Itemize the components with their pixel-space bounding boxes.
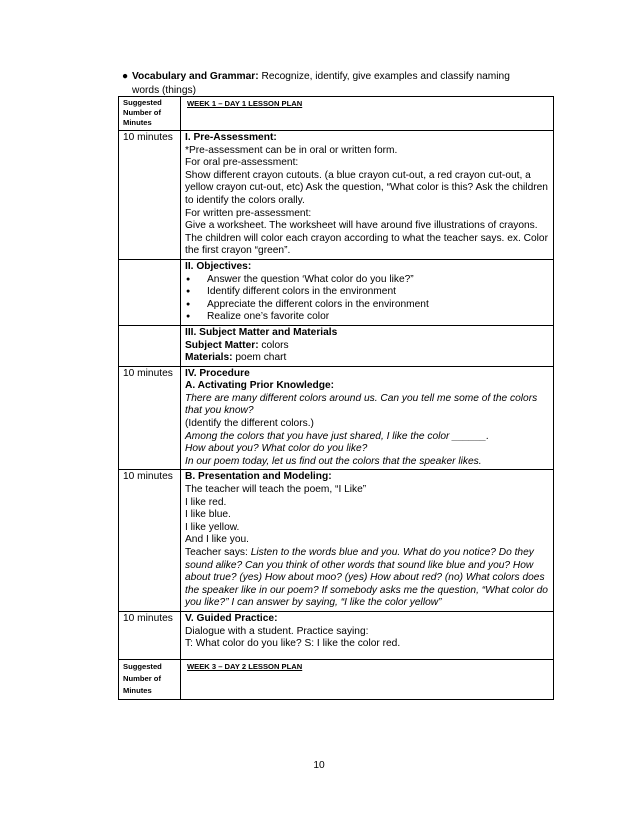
procedure-line: Among the colors that you have just shared, I like the color ______. bbox=[185, 430, 490, 442]
guided-practice-heading: V. Guided Practice: bbox=[185, 612, 278, 624]
minutes-text: 10 minutes bbox=[123, 612, 173, 624]
subject-matter-minutes bbox=[119, 325, 181, 366]
materials-line bbox=[185, 352, 550, 365]
procedure-line: How about you? What color do you like? bbox=[185, 443, 368, 455]
pre-assessment-row bbox=[119, 131, 554, 260]
guided-practice-line: Dialogue with a student. Practice saying: bbox=[185, 625, 369, 637]
bullet-icon: ● bbox=[122, 71, 129, 82]
teacher-says-text: Listen to the words blue and you. What do you notice? Do they sound alike? Can you think of other words that sound like blue and you? How about true? (yes) How about moo? (yes) How about red? (no) What colors does the speaker like in our poem? If somebody asks me the question, “What color do you like?” I can answer by saying, “I like the color yellow” bbox=[185, 547, 548, 609]
procedure-line: There are many different colors around us. Can you tell me some of the colors that you know? bbox=[185, 392, 538, 417]
pre-assessment-line: *Pre-assessment can be in oral or written form. bbox=[185, 144, 398, 156]
intro-label: Vocabulary and Grammar: bbox=[132, 71, 259, 82]
guided-practice-content bbox=[181, 611, 554, 659]
procedure-heading: IV. Procedure bbox=[185, 367, 250, 379]
pre-assessment-line: The children will color each crayon according to what the teacher says. ex. Color the first crayon “green”. bbox=[185, 232, 548, 257]
subject-value: colors bbox=[258, 339, 289, 351]
objective-item: ● Realize one’s favorite color bbox=[185, 311, 550, 324]
objectives-content bbox=[181, 259, 554, 325]
page-number: 10 bbox=[313, 760, 325, 771]
subject-label: Subject Matter: bbox=[185, 339, 259, 351]
poem-line: I like red. bbox=[185, 496, 227, 508]
objective-item: ● Identify different colors in the environment bbox=[185, 286, 550, 299]
subject-matter-heading: III. Subject Matter and Materials bbox=[185, 326, 338, 338]
guided-practice-line: T: What color do you like? S: I like the color red. bbox=[185, 638, 401, 650]
procedure-subheading: A. Activating Prior Knowledge: bbox=[185, 380, 335, 392]
minutes-text: 10 minutes bbox=[123, 471, 173, 483]
pre-assessment-line: For oral pre-assessment: bbox=[185, 157, 299, 169]
header-minutes-cell bbox=[119, 659, 181, 699]
procedure-row bbox=[119, 366, 554, 470]
minutes-text: 10 minutes bbox=[123, 132, 173, 143]
objectives-minutes bbox=[119, 259, 181, 325]
objectives-list bbox=[185, 274, 550, 324]
header-minutes-cell bbox=[119, 97, 181, 131]
intro-line-1 bbox=[122, 70, 562, 84]
subject-matter-row bbox=[119, 325, 554, 366]
week3-title: WEEK 3 – DAY 2 LESSON PLAN bbox=[187, 661, 303, 671]
week1-title: WEEK 1 – DAY 1 LESSON PLAN bbox=[187, 99, 303, 108]
pre-assessment-minutes bbox=[119, 131, 181, 260]
guided-practice-minutes bbox=[119, 611, 181, 659]
objective-item: ● Appreciate the different colors in the environment bbox=[185, 299, 550, 312]
intro-line-2: words (things) bbox=[132, 85, 196, 96]
materials-label: Materials: bbox=[185, 352, 233, 364]
subject-matter-line bbox=[185, 340, 550, 353]
header-title-cell bbox=[181, 97, 554, 131]
objective-item: ● Answer the question ‘What color do you like?” bbox=[185, 274, 550, 287]
intro-objective bbox=[122, 70, 562, 98]
intro-text: Recognize, identify, give examples and classify naming bbox=[258, 71, 510, 82]
procedure-line: In our poem today, let us find out the colors that the speaker likes. bbox=[185, 455, 482, 467]
teacher-says-label: Teacher says: bbox=[185, 547, 251, 558]
presentation-minutes bbox=[119, 470, 181, 612]
materials-value: poem chart bbox=[232, 352, 287, 364]
pre-assessment-line: For written pre-assessment: bbox=[185, 207, 312, 219]
procedure-content bbox=[181, 366, 554, 470]
presentation-heading: B. Presentation and Modeling: bbox=[185, 471, 332, 483]
presentation-content bbox=[181, 470, 554, 612]
presentation-row bbox=[119, 470, 554, 612]
procedure-line: (Identify the different colors.) bbox=[185, 418, 314, 430]
pre-assessment-line: Give a worksheet. The worksheet will have around five illustrations of crayons. bbox=[185, 220, 538, 232]
minutes-text: 10 minutes bbox=[123, 367, 173, 379]
procedure-minutes bbox=[119, 366, 181, 470]
lesson-plan-table bbox=[118, 96, 554, 700]
guided-practice-row bbox=[119, 611, 554, 659]
header-row-week1 bbox=[119, 97, 554, 131]
poem-line: I like yellow. bbox=[185, 521, 240, 533]
subject-matter-content bbox=[181, 325, 554, 366]
header-minutes-label: Suggested Number of Minutes bbox=[123, 661, 162, 695]
pre-assessment-content bbox=[181, 131, 554, 260]
pre-assessment-line: Show different crayon cutouts. (a blue crayon cut-out, a red crayon cut-out, a yellow crayon cut-out, etc) Ask the question, “What color is this? Ask the children to identify the colors orally. bbox=[185, 169, 548, 206]
header-minutes-label: Suggested Number of Minutes bbox=[123, 98, 162, 127]
pre-assessment-heading: I. Pre-Assessment: bbox=[185, 132, 277, 143]
poem-line: I like blue. bbox=[185, 509, 231, 521]
objectives-heading: II. Objectives: bbox=[185, 260, 252, 272]
poem-line: And I like you. bbox=[185, 534, 249, 546]
header-row-week3 bbox=[119, 659, 554, 699]
presentation-line: The teacher will teach the poem, “I Like” bbox=[185, 484, 367, 496]
objectives-row bbox=[119, 259, 554, 325]
teacher-says bbox=[185, 547, 550, 610]
header-title-cell bbox=[181, 659, 554, 699]
